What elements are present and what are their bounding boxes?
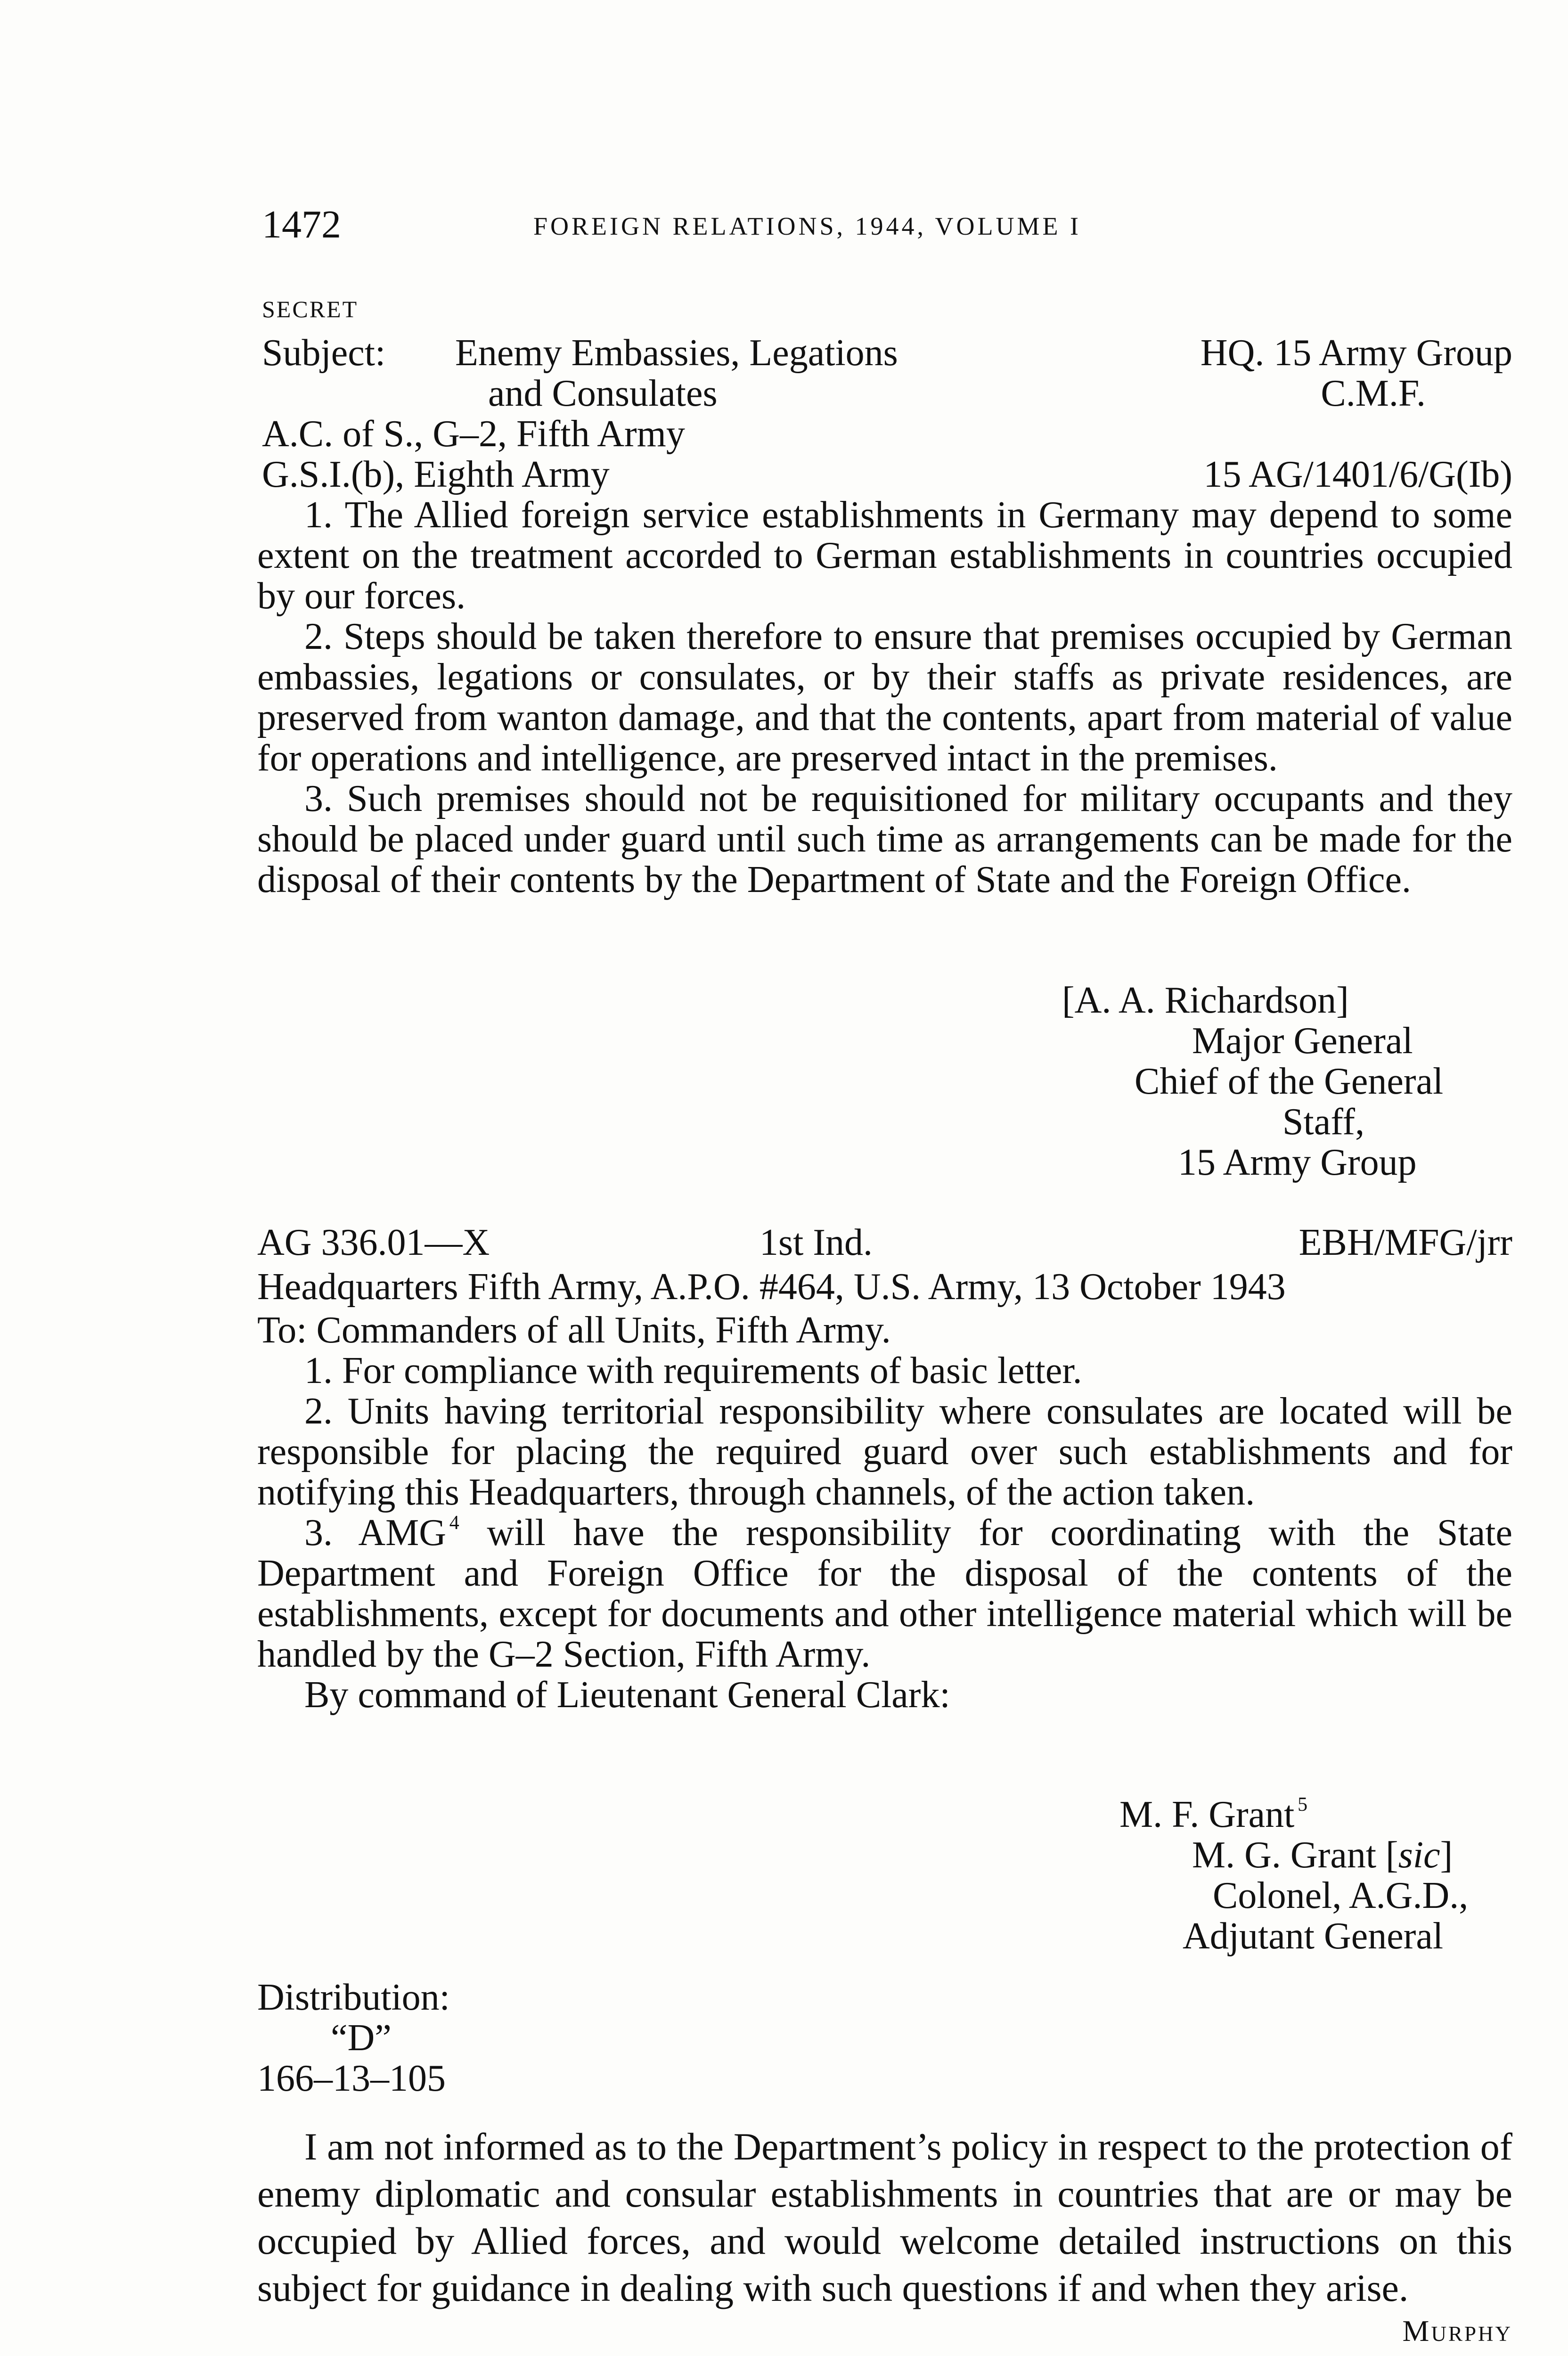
indorsement-ref-right: EBH/MFG/jrr — [1298, 1222, 1512, 1263]
classification-label: SECRET — [262, 296, 359, 322]
subject-label: Subject: — [262, 332, 386, 374]
headquarters-line-1: HQ. 15 Army Group — [1200, 332, 1512, 374]
distribution-code: “D” — [331, 2017, 392, 2059]
letter-paragraph-3: 3. Such premises should not be requisitioned for military occupants and they should be placed under guard until such time as arrangements can be made for the disposal of their contents by the Department of State and the Foreign Office. — [257, 778, 1512, 900]
file-reference: 15 AG/1401/6/G(Ib) — [1203, 454, 1512, 495]
indorsement-ref-left: AG 336.01—X — [257, 1222, 490, 1263]
letter-body — [257, 495, 1512, 900]
subject-line-1: Enemy Embassies, Legations — [455, 332, 898, 374]
distribution-number: 166–13–105 — [257, 2058, 446, 2099]
by-command-line: By command of Lieutenant General Clark: — [304, 1674, 950, 1716]
closing-paragraph — [257, 2123, 1512, 2312]
indorsement-body — [257, 1350, 1512, 1715]
indorsement-item-2: 2. Units having territorial responsibility where consulates are located will be responsible for placing the required guard over such establishments and for notifying this Headquarters, through channels, of the action taken. — [257, 1391, 1512, 1513]
letter-paragraph-2: 2. Steps should be taken therefore to ensure that premises occupied by German embassies, legations or consulates, or by their staffs as private residences, are preserved from wanton damage, and that the contents, apart from material of value for operations and intelligence, are preserved intact in the premises. — [257, 616, 1512, 779]
headquarters-line-2: C.M.F. — [1321, 373, 1426, 414]
signature-name: [A. A. Richardson] — [1062, 980, 1349, 1021]
closing-signature: Murphy — [1402, 2314, 1512, 2348]
subject-line-2: and Consulates — [488, 373, 718, 414]
closing-text: I am not informed as to the Department’s policy in respect to the protection of enemy diplomatic and consular establishments in countries that are or may be occupied by Allied forces, and would welcome detailed instructions on this subject for guidance in dealing with such questions if and when they arise. — [257, 2125, 1512, 2309]
signer-title: Adjutant General — [1183, 1915, 1444, 1957]
signer-rank: Colonel, A.G.D., — [1213, 1875, 1469, 1916]
running-title: FOREIGN RELATIONS, 1944, VOLUME I — [533, 212, 1081, 240]
recipient-line-2: G.S.I.(b), Eighth Army — [262, 454, 610, 495]
recipient-line-1: A.C. of S., G–2, Fifth Army — [262, 413, 685, 455]
indorsement-headquarters: Headquarters Fifth Army, A.P.O. #464, U.S. Army, 13 October 1943 — [257, 1266, 1286, 1308]
footnote-ref-5: 5 — [1298, 1794, 1308, 1816]
indorsement-ref-center: 1st Ind. — [760, 1222, 873, 1263]
page-number: 1472 — [262, 203, 341, 246]
signer-name: M. F. Grant $^5$ — [1119, 1794, 1308, 1835]
signature-unit: 15 Army Group — [1178, 1142, 1417, 1183]
letter-paragraph-1: 1. The Allied foreign service establishments in Germany may depend to some extent on the treatment accorded to German establishments in countries occupied by our forces. — [257, 494, 1512, 617]
signature-title: Chief of the General — [1135, 1061, 1444, 1102]
distribution-label: Distribution: — [257, 1977, 450, 2018]
indorsement-item-3: 3. AMG $^4$ will have the responsibility for coordinating with the State Department and Foreign Office for the disposal of the contents of the establishments, except for documents and other intelligence material which will be handled by the G–2 Section, Fifth Army. — [257, 1512, 1512, 1675]
signature-rank: Major General — [1192, 1020, 1413, 1062]
footnote-ref-4: 4 — [449, 1512, 459, 1534]
signer-sic-name: M. G. Grant [sic] — [1192, 1834, 1453, 1876]
indorsement-item-1: 1. For compliance with requirements of basic letter. — [304, 1350, 1082, 1391]
indorsement-to-line: To: Commanders of all Units, Fifth Army. — [257, 1309, 891, 1351]
signature-title-cont: Staff, — [1282, 1101, 1365, 1143]
